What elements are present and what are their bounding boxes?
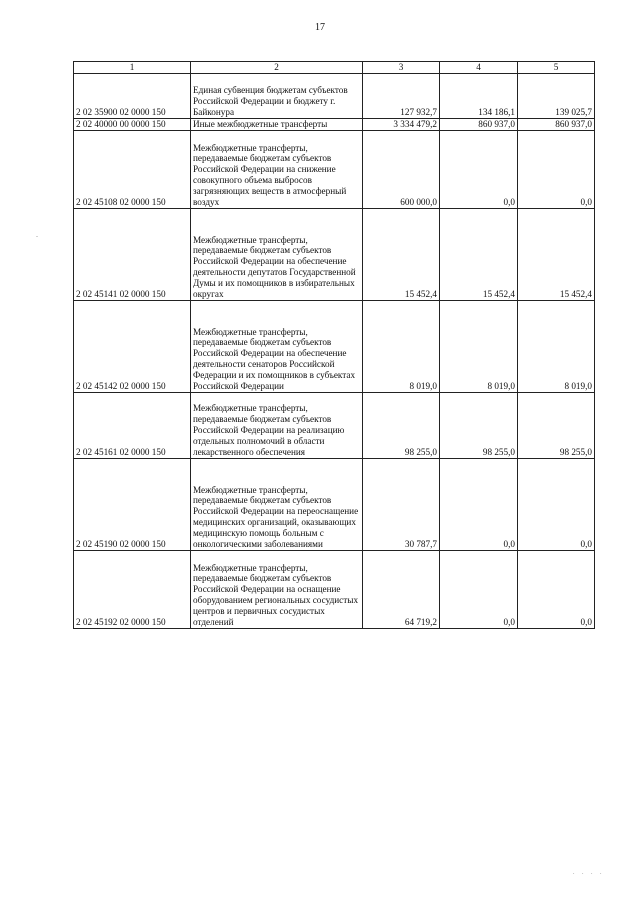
page-number: 17	[315, 22, 325, 33]
budget-revenue-table	[73, 61, 595, 629]
amount-col-3: 8 019,0	[363, 301, 440, 393]
header-col-3: 3	[363, 62, 440, 74]
budget-code: 2 02 45190 02 0000 150	[74, 459, 191, 551]
item-name: Единая субвенция бюджетам субъектов Российской Федерации и бюджету г. Байконура	[191, 74, 363, 119]
amount-col-3: 600 000,0	[363, 131, 440, 209]
header-col-5: 5	[518, 62, 595, 74]
table-row	[74, 209, 595, 301]
budget-code: 2 02 45108 02 0000 150	[74, 131, 191, 209]
item-name: Межбюджетные трансферты, передаваемые бюджетам субъектов Российской Федерации на оснащение оборудованием региональных сосудистых центров и первичных сосудистых отделений	[191, 551, 363, 629]
amount-col-4: 0,0	[440, 459, 518, 551]
budget-code: 2 02 40000 00 0000 150	[74, 119, 191, 131]
budget-code: 2 02 35900 02 0000 150	[74, 74, 191, 119]
table-row	[74, 301, 595, 393]
scan-corner-mark: . . . .	[573, 870, 605, 876]
amount-col-4: 860 937,0	[440, 119, 518, 131]
table-row	[74, 131, 595, 209]
item-name: Иные межбюджетные трансферты	[191, 119, 363, 131]
amount-col-5: 8 019,0	[518, 301, 595, 393]
amount-col-4: 134 186,1	[440, 74, 518, 119]
scan-margin-mark: -	[36, 234, 38, 240]
item-name: Межбюджетные трансферты, передаваемые бюджетам субъектов Российской Федерации на обеспечение деятельности сенаторов Российской Федерации и их помощников в субъектах Российской Федерации	[191, 301, 363, 393]
table-row	[74, 74, 595, 119]
item-name: Межбюджетные трансферты, передаваемые бюджетам субъектов Российской Федерации на обеспечение деятельности депутатов Государственной Думы и их помощников в избирательных округах	[191, 209, 363, 301]
amount-col-5: 0,0	[518, 459, 595, 551]
amount-col-3: 64 719,2	[363, 551, 440, 629]
table-row	[74, 393, 595, 459]
amount-col-5: 860 937,0	[518, 119, 595, 131]
amount-col-4: 0,0	[440, 551, 518, 629]
amount-col-3: 98 255,0	[363, 393, 440, 459]
amount-col-3: 15 452,4	[363, 209, 440, 301]
budget-code: 2 02 45142 02 0000 150	[74, 301, 191, 393]
amount-col-3: 127 932,7	[363, 74, 440, 119]
table-row	[74, 119, 595, 131]
header-row	[74, 62, 595, 74]
amount-col-4: 0,0	[440, 131, 518, 209]
item-name: Межбюджетные трансферты, передаваемые бюджетам субъектов Российской Федерации на переоснащение медицинских организаций, оказывающих медицинскую помощь больным с онкологическими заболеваниями	[191, 459, 363, 551]
item-name: Межбюджетные трансферты, передаваемые бюджетам субъектов Российской Федерации на снижение совокупного объема выбросов загрязняющих веществ в атмосферный воздух	[191, 131, 363, 209]
budget-code: 2 02 45141 02 0000 150	[74, 209, 191, 301]
amount-col-5: 139 025,7	[518, 74, 595, 119]
budget-code: 2 02 45192 02 0000 150	[74, 551, 191, 629]
table-row	[74, 459, 595, 551]
amount-col-5: 0,0	[518, 131, 595, 209]
amount-col-4: 15 452,4	[440, 209, 518, 301]
amount-col-5: 0,0	[518, 551, 595, 629]
amount-col-3: 3 334 479,2	[363, 119, 440, 131]
table-row	[74, 551, 595, 629]
amount-col-5: 98 255,0	[518, 393, 595, 459]
item-name: Межбюджетные трансферты, передаваемые бюджетам субъектов Российской Федерации на реализацию отдельных полномочий в области лекарственного обеспечения	[191, 393, 363, 459]
amount-col-3: 30 787,7	[363, 459, 440, 551]
amount-col-4: 98 255,0	[440, 393, 518, 459]
amount-col-4: 8 019,0	[440, 301, 518, 393]
budget-code: 2 02 45161 02 0000 150	[74, 393, 191, 459]
header-col-1: 1	[74, 62, 191, 74]
amount-col-5: 15 452,4	[518, 209, 595, 301]
header-col-2: 2	[191, 62, 363, 74]
header-col-4: 4	[440, 62, 518, 74]
